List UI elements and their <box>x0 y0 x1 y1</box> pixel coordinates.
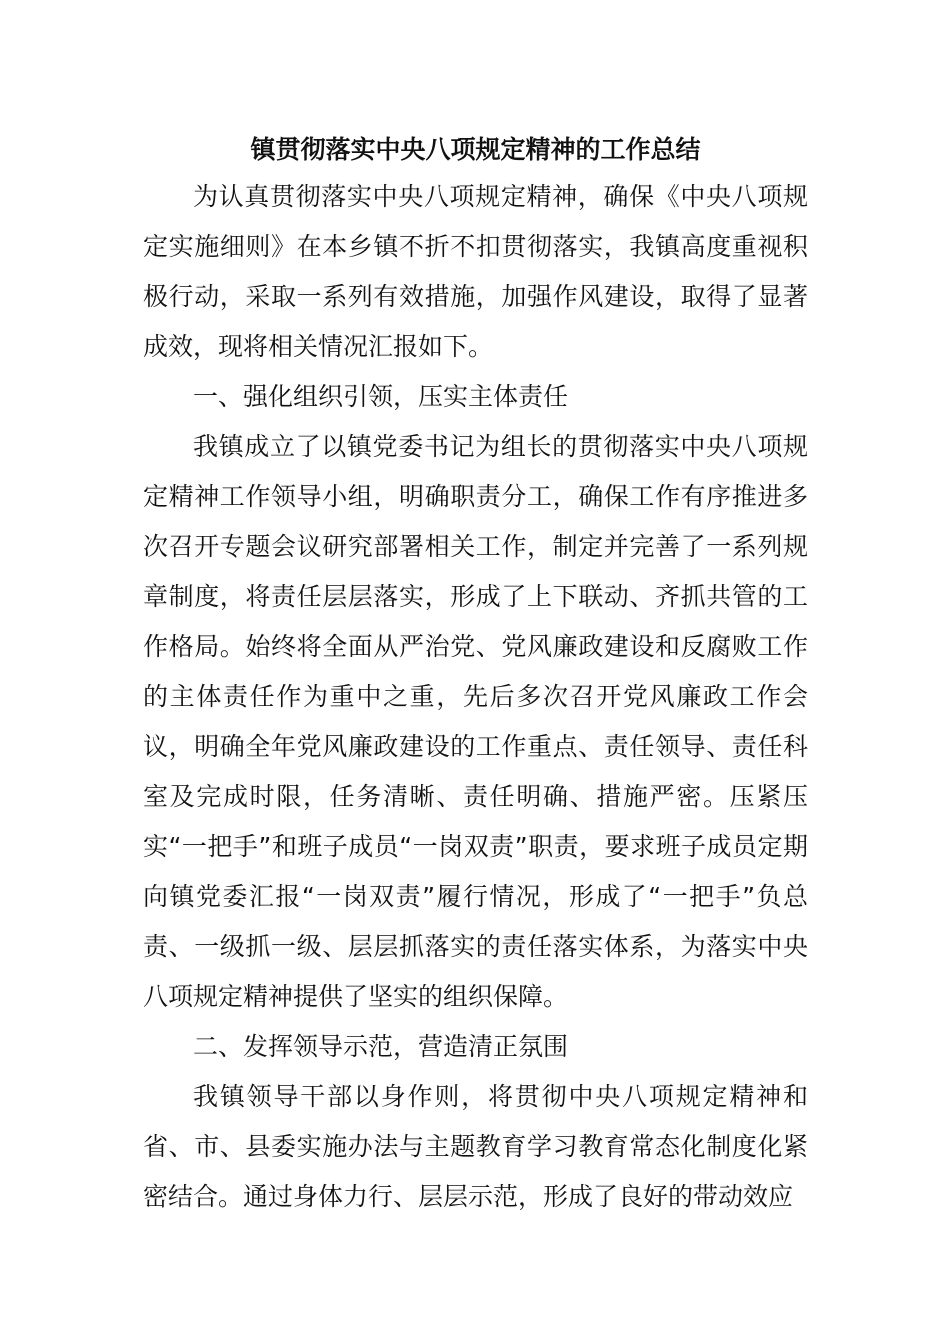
document-page <box>143 128 808 1222</box>
section-2-body: 我镇领导干部以身作则，将贯彻中央八项规定精神和省、市、县委实施办法与主题教育学习教育常态化制度化紧密结合。通过身体力行、层层示范，形成了良好的带动效应 <box>143 1082 808 1211</box>
section-1-heading: 一、强化组织引领，压实主体责任 <box>193 382 569 411</box>
document-title: 镇贯彻落实中央八项规定精神的工作总结 <box>250 135 701 164</box>
section-2-heading: 二、发挥领导示范，营造清正氛围 <box>193 1032 569 1061</box>
section-1-body: 我镇成立了以镇党委书记为组长的贯彻落实中央八项规定精神工作领导小组，明确职责分工，确保工作有序推进多次召开专题会议研究部署相关工作，制定并完善了一系列规章制度，将责任层层落实，形成了上下联动、齐抓共管的工作格局。始终将全面从严治党、党风廉政建设和反腐败工作的主体责任作为重中之重，先后多次召开党风廉政工作会议，明确全年党风廉政建设的工作重点、责任领导、责任科室及完成时限，任务清晰、责任明确、措施严密。压紧压实“一把手”和班子成员“一岗双责”职责，要求班子成员定期向镇党委汇报“一岗双责”履行情况，形成了“一把手”负总责、一级抓一级、层层抓落实的责任落实体系，为落实中央八项规定精神提供了坚实的组织保障。 <box>143 432 808 1011</box>
intro-paragraph: 为认真贯彻落实中央八项规定精神，确保《中央八项规定实施细则》在本乡镇不折不扣贯彻落实，我镇高度重视积极行动，采取一系列有效措施，加强作风建设，取得了显著成效，现将相关情况汇报如下。 <box>143 182 808 361</box>
